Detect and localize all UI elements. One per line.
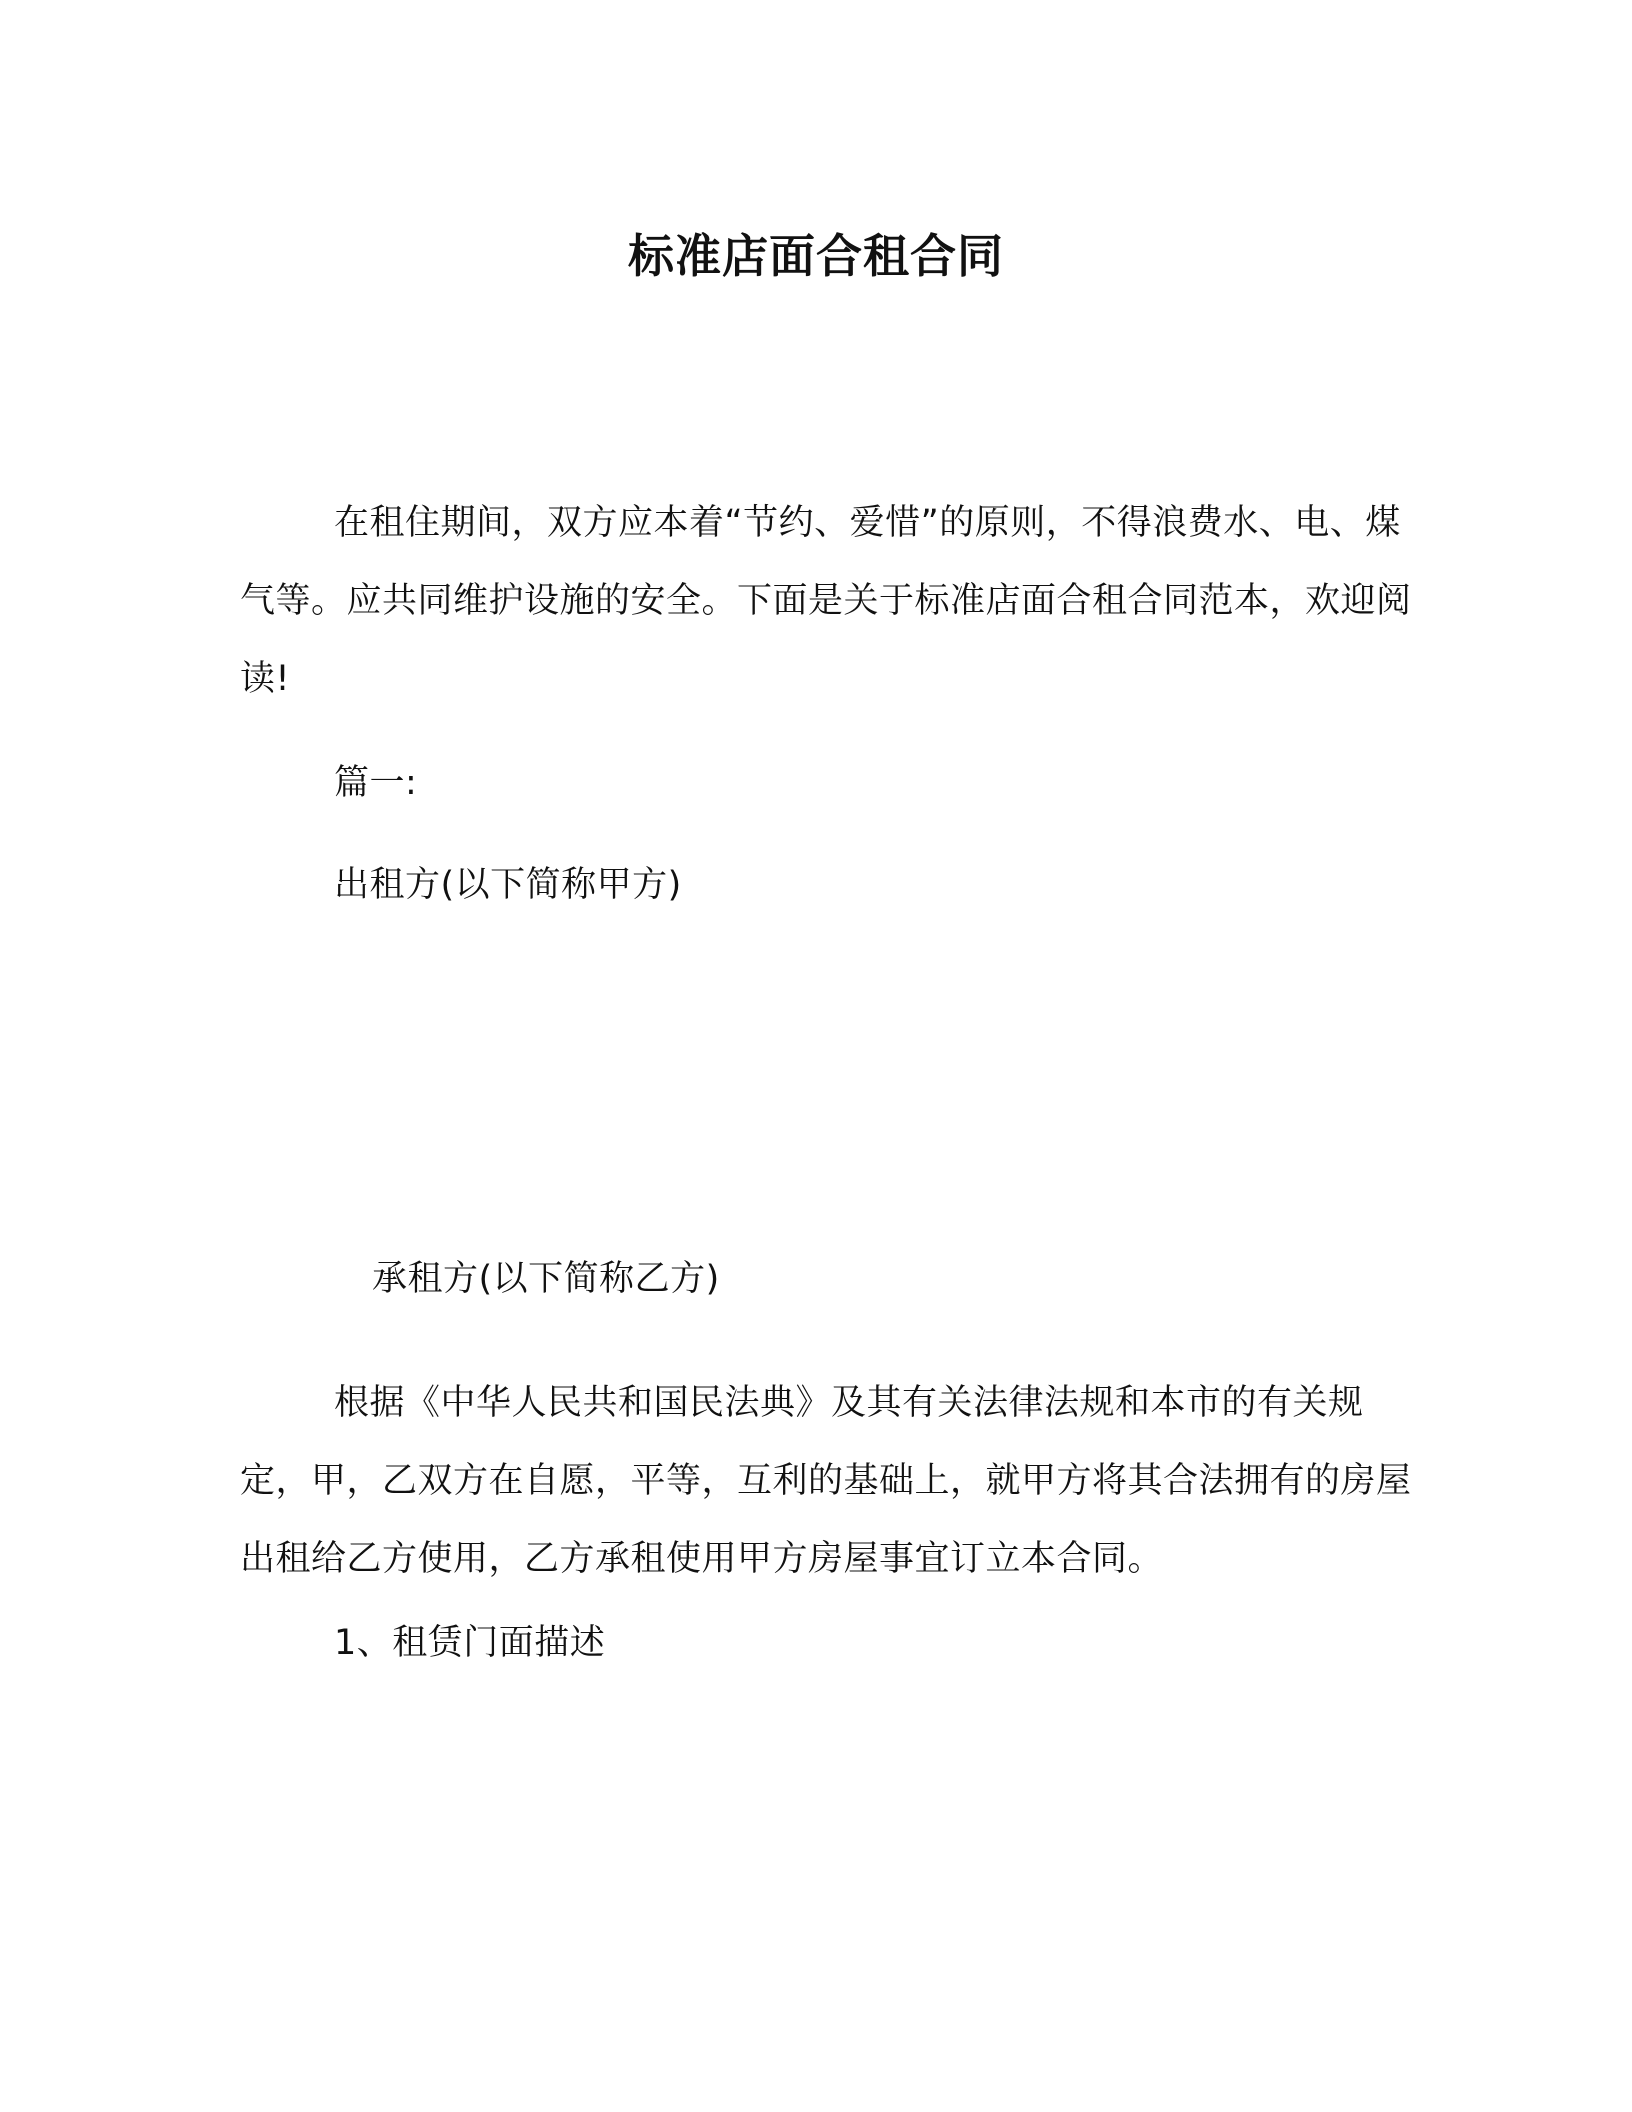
lessor-line: 出租方(以下简称甲方) [334,865,682,905]
chapter-heading: 篇一: [334,763,418,803]
document-title: 标准店面合租合同 [628,229,1004,283]
lessee-line: 承租方(以下简称乙方) [372,1259,720,1299]
section-heading-1: 1、租赁门面描述 [334,1623,606,1663]
basis-paragraph: 根据《中华人民共和国民法典》及其有关法律法规和本市的有关规定，甲，乙双方在自愿，平等，互利的基础上，就甲方将其合法拥有的房屋出租给乙方使用，乙方承租使用甲方房屋事宜订立本合同。 [240,1383,1412,1579]
intro-paragraph: 在租住期间，双方应本着“节约、爱惜”的原则，不得浪费水、电、煤气等。应共同维护设施的安全。下面是关于标准店面合租合同范本，欢迎阅读! [240,503,1412,699]
